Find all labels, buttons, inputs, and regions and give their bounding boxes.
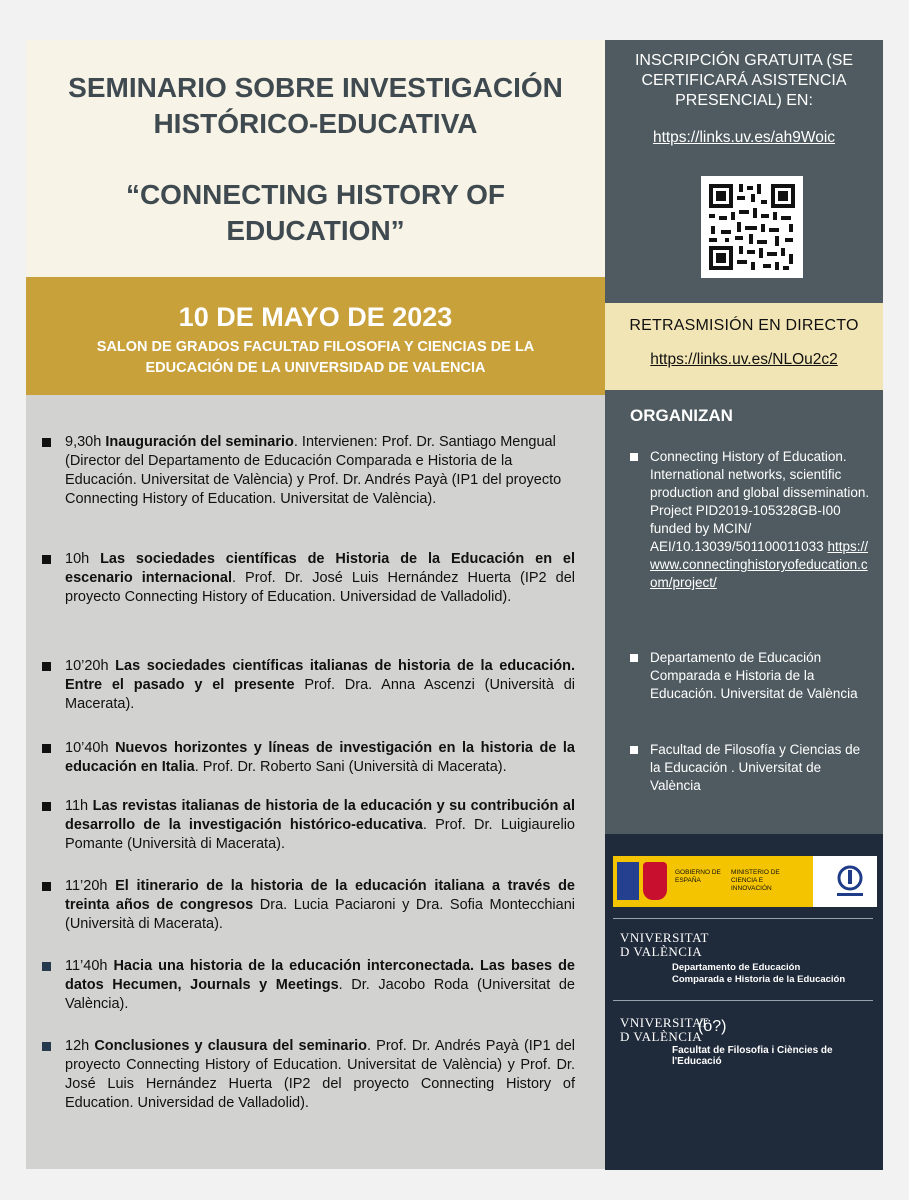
bullet-icon	[42, 882, 51, 891]
registration-box	[605, 40, 883, 303]
faculty-logo-icon: (ö?)	[698, 1018, 727, 1035]
program-item: 10h Las sociedades científicas de Historia de la Educación en el escenario internacional. Prof. Dr. José Luis Hernández Huerta (IP2 del proyecto Connecting History of Education. Universidad de Valladolid).	[42, 550, 575, 607]
bullet-icon	[42, 438, 51, 447]
date-banner	[26, 277, 605, 395]
program-list	[26, 395, 605, 1169]
eu-flag-icon	[617, 862, 639, 900]
program-item: 10’20h Las sociedades científicas italianas de historia de la educación. Entre el pasado y el presente Prof. Dra. Anna Ascenzi (Università di Macerata).	[42, 657, 575, 714]
registration-heading: INSCRIPCIÓN GRATUITA (SE CERTIFICARÁ ASISTENCIA PRESENCIAL) EN:	[634, 52, 854, 109]
project-link[interactable]: https:// www.connectinghistoryofeducation.com/project/	[650, 539, 868, 590]
bullet-icon	[42, 555, 51, 564]
livestream-box	[605, 303, 883, 390]
seminar-title: SEMINARIO SOBRE INVESTIGACIÓN HISTÓRICO-EDUCATIVA	[68, 72, 563, 139]
title-box	[26, 40, 605, 277]
program-item: 11’20h El itinerario de la historia de la educación italiana a través de treinta años de congresos Dra. Lucia Paciaroni y Dra. Sofia Montecchiani (Università di Macerata).	[42, 877, 575, 934]
bullet-icon	[630, 453, 638, 461]
program-item: 9,30h Inauguración del seminario. Intervienen: Prof. Dr. Santiago Mengual (Director del Departamento de Educación Comparada e Historia de la Educación. Universitat de València) y Prof. Dr. Andrés Payà (IP1 del proyecto Connecting History of Education. Universitat de València).	[42, 433, 575, 509]
bullet-icon	[42, 1042, 51, 1051]
program-item: 12h Conclusiones y clausura del seminario. Prof. Dr. Andrés Payà (IP1 del proyecto Connecting History of Education. Universitat de València) y Prof. Dr. José Luis Hernández Huerta (IP2 del proyecto Connecting History of Education. Universidad de Valladolid).	[42, 1037, 575, 1113]
spain-crest-icon	[643, 862, 667, 900]
flyer	[26, 40, 883, 1170]
qr-code-icon	[701, 176, 803, 278]
bullet-icon	[42, 662, 51, 671]
organizer-item: Connecting History of Education. International networks, scientific production and global dissemination. Project PID2019-105328GB-I00 funded by MCIN/ AEI/10.13039/501100011033 https:// www.connectinghistoryofeducation.com/project/	[630, 448, 870, 592]
organizers-box	[605, 390, 883, 834]
livestream-link[interactable]: https://links.uv.es/NLOu2c2	[650, 351, 838, 368]
uv-logo: VNIVERSITAT D VALÈNCIA	[620, 930, 709, 959]
program-item: 11h Las revistas italianas de historia de la educación y su contribución al desarrollo de la investigación histórico-educativa. Prof. Dr. Luigiaurelio Pomante (Università di Macerata).	[42, 797, 575, 854]
organizers-heading: ORGANIZAN	[630, 406, 733, 425]
organizer-item: Departamento de Educación Comparada e Historia de la Educación. Universitat de València	[630, 649, 870, 703]
bullet-icon	[42, 802, 51, 811]
faculty-name: Facultat de Filosofia i Ciències de l'Educació	[672, 1045, 833, 1067]
event-venue: SALON DE GRADOS FACULTAD FILOSOFIA Y CIENCIAS DE LA EDUCACIÓN DE LA UNIVERSIDAD DE VALENCIA	[96, 339, 535, 376]
aei-logo-icon	[831, 862, 869, 900]
bullet-icon	[42, 962, 51, 971]
government-logo: GOBIERNO DE ESPAÑA MINISTERIO DE CIENCIA E INNOVACIÓN	[613, 856, 877, 907]
registration-link[interactable]: https://links.uv.es/ah9Woic	[652, 129, 836, 146]
bullet-icon	[630, 746, 638, 754]
program-item: 10’40h Nuevos horizontes y líneas de investigación en la historia de la educación en Italia. Prof. Dr. Roberto Sani (Università di Macerata).	[42, 739, 575, 777]
seminar-subtitle: “CONNECTING HISTORY OF EDUCATION”	[125, 179, 506, 246]
organizer-item: Facultad de Filosofía y Ciencias de la Educación . Universitat de València	[630, 741, 870, 795]
divider	[613, 1000, 873, 1001]
uv-logo: VNIVERSITAT D VALÈNCIA	[620, 1015, 709, 1044]
bullet-icon	[42, 744, 51, 753]
divider	[613, 918, 873, 919]
department-name: Departamento de Educación Comparada e Historia de la Educación	[672, 962, 846, 985]
livestream-heading: RETRASMISIÓN EN DIRECTO	[629, 317, 859, 334]
program-item: 11’40h Hacia una historia de la educación interconectada. Las bases de datos Hecumen, Journals y Meetings. Dr. Jacobo Roda (Universitat de València).	[42, 957, 575, 1014]
bullet-icon	[630, 654, 638, 662]
logos-box	[605, 834, 883, 1170]
event-date: 10 DE MAYO DE 2023	[178, 302, 453, 332]
